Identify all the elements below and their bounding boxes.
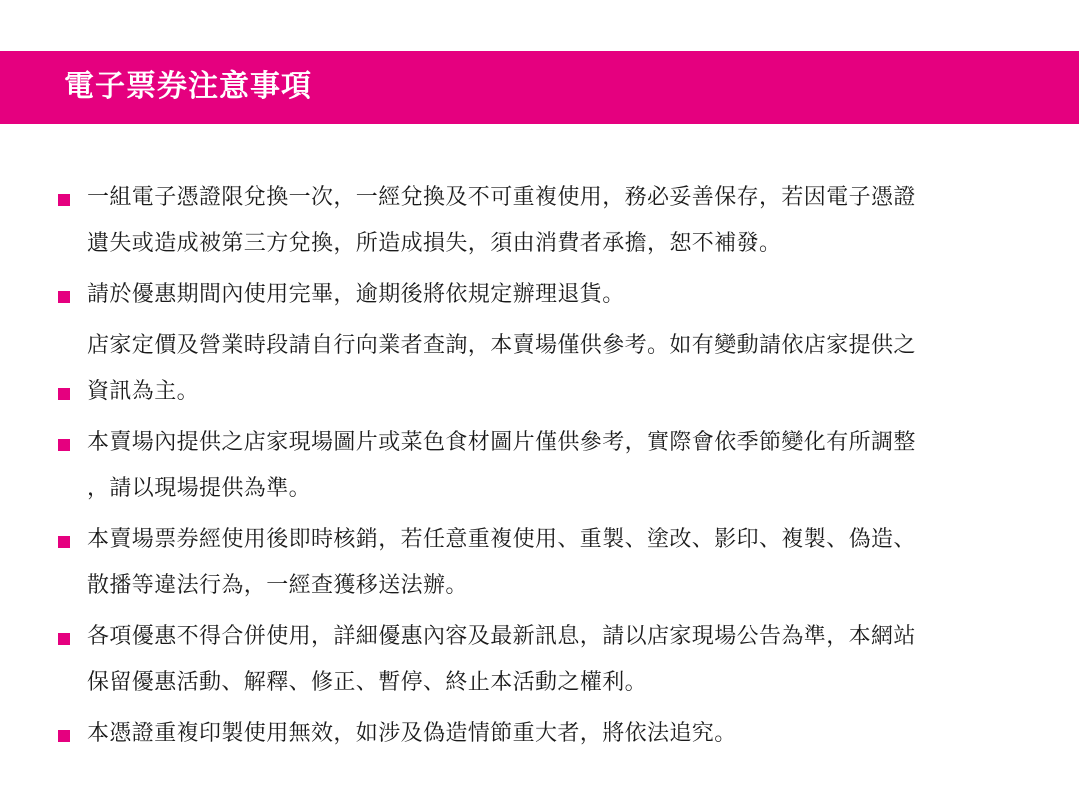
notice-text: 店家定價及營業時段請自行向業者查詢，本賣場僅供參考。如有變動請依店家提供之 資訊為主。 [87, 333, 916, 404]
page-title: 電子票券注意事項 [64, 69, 312, 104]
notice-text: 本賣場內提供之店家現場圖片或菜色食材圖片僅供參考，實際會依季節變化有所調整 ，請以現場提供為準。 [87, 430, 916, 501]
header-banner [0, 51, 1079, 124]
notice-item-7 [58, 711, 1028, 757]
notice-item-1 [58, 175, 1028, 267]
square-bullet-icon [58, 439, 70, 451]
notice-item-3 [58, 323, 1028, 415]
square-bullet-icon [58, 194, 70, 206]
notice-text: 本憑證重複印製使用無效，如涉及偽造情節重大者，將依法追究。 [87, 721, 737, 746]
notice-item-2 [58, 272, 1028, 318]
notice-item-5 [58, 517, 1028, 609]
notice-text: 各項優惠不得合併使用，詳細優惠內容及最新訊息，請以店家現場公告為準，本網站 保留優惠活動、解釋、修正、暫停、終止本活動之權利。 [87, 624, 916, 695]
notice-text: 請於優惠期間內使用完畢，逾期後將依規定辦理退貨。 [87, 282, 625, 307]
square-bullet-icon [58, 536, 70, 548]
notice-text: 一組電子憑證限兌換一次，一經兌換及不可重複使用，務必妥善保存，若因電子憑證 遺失或造成被第三方兌換，所造成損失，須由消費者承擔，恕不補發。 [87, 185, 916, 256]
notice-item-6 [58, 614, 1028, 706]
square-bullet-icon [58, 291, 70, 303]
notice-item-4 [58, 420, 1028, 512]
notice-list [58, 175, 1028, 757]
square-bullet-icon [58, 730, 70, 742]
square-bullet-icon [58, 388, 70, 400]
notice-text: 本賣場票券經使用後即時核銷，若任意重複使用、重製、塗改、影印、複製、偽造、 散播等違法行為，一經查獲移送法辦。 [87, 527, 916, 598]
square-bullet-icon [58, 633, 70, 645]
